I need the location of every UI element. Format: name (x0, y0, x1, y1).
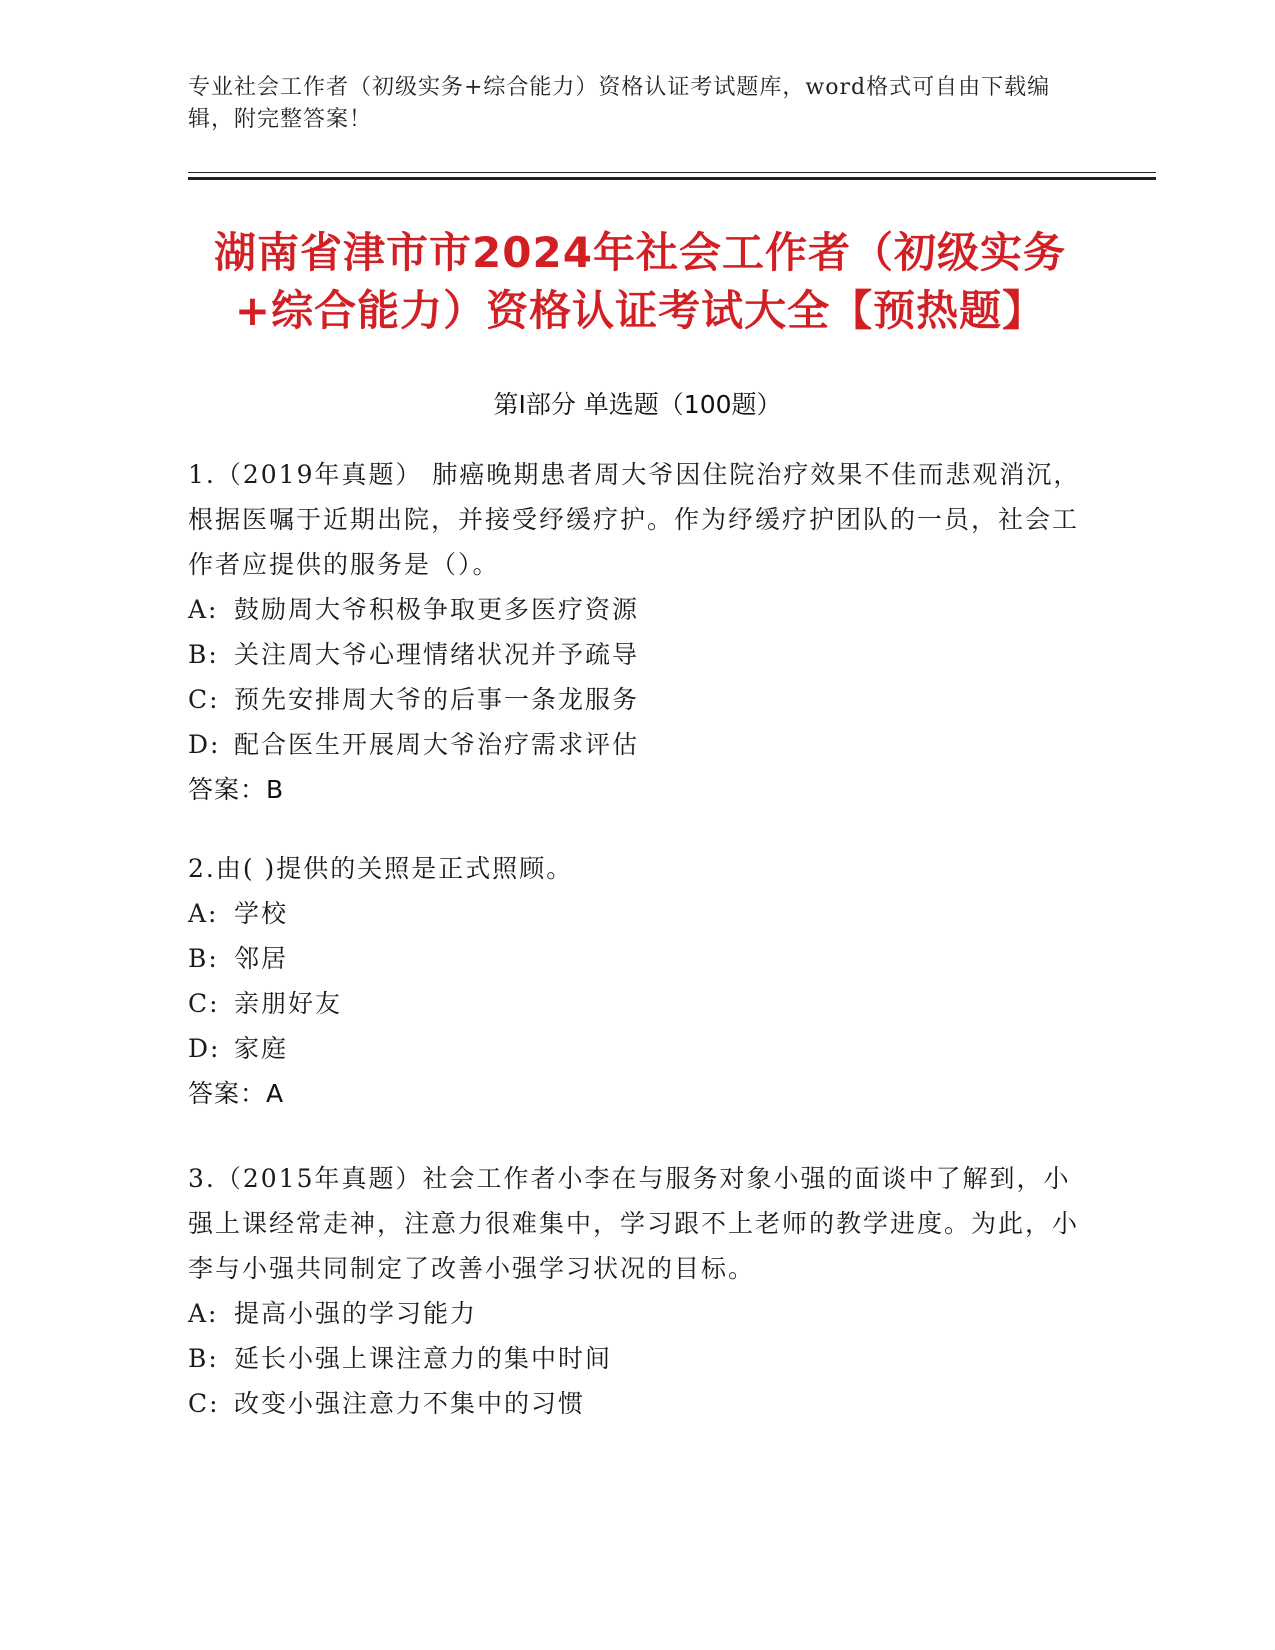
option-b (188, 1336, 1088, 1381)
option-text: 鼓励周大爷积极争取更多医疗资源 (234, 595, 640, 624)
option-key: D: (188, 1034, 221, 1063)
option-c (188, 677, 1088, 722)
question-stem: 2.由( )提供的关照是正式照顾。 (188, 854, 574, 883)
question-stem: 1.（2019年真题） 肺癌晚期患者周大爷因住院治疗效果不佳而悲观消沉，根据医嘱于近期出院，并接受纾缓疗护。作为纾缓疗护团队的一员，社会工作者应提供的服务是（）。 (188, 460, 1081, 579)
option-d (188, 1026, 1088, 1071)
option-key: C: (188, 685, 220, 714)
option-c (188, 1381, 1088, 1426)
option-text: 预先安排周大爷的后事一条龙服务 (234, 685, 640, 714)
option-key: B: (188, 944, 219, 973)
option-text: 家庭 (234, 1034, 289, 1063)
question-1 (188, 452, 1088, 812)
option-text: 邻居 (234, 944, 289, 973)
option-key: C: (188, 989, 220, 1018)
option-text: 关注周大爷心理情绪状况并予疏导 (234, 640, 640, 669)
header-note: 专业社会工作者（初级实务+综合能力）资格认证考试题库，word格式可自由下载编辑，附完整答案！ (188, 75, 1051, 132)
option-key: A: (188, 595, 219, 624)
option-key: B: (188, 640, 219, 669)
section-title: 第Ⅰ部分 单选题（100题） (493, 390, 782, 419)
answer-line: 答案：B (188, 775, 285, 804)
option-b (188, 936, 1088, 981)
header-divider-thin (188, 172, 1156, 173)
answer-line: 答案：A (188, 1079, 285, 1108)
option-text: 延长小强上课注意力的集中时间 (234, 1344, 613, 1373)
header-divider-thick (188, 177, 1156, 180)
option-c (188, 981, 1088, 1026)
question-2 (188, 846, 1088, 1116)
document-title: 湖南省津市市2024年社会工作者（初级实务+综合能力）资格认证考试大全【预热题】 (214, 228, 1066, 335)
option-a (188, 1291, 1088, 1336)
option-text: 配合医生开展周大爷治疗需求评估 (234, 730, 640, 759)
option-text: 改变小强注意力不集中的习惯 (234, 1389, 586, 1418)
option-b (188, 632, 1088, 677)
option-text: 亲朋好友 (234, 989, 343, 1018)
question-stem: 3.（2015年真题）社会工作者小李在与服务对象小强的面谈中了解到，小强上课经常走神，注意力很难集中，学习跟不上老师的教学进度。为此，小李与小强共同制定了改善小强学习状况的目标。 (188, 1164, 1080, 1283)
option-a (188, 891, 1088, 936)
option-text: 学校 (234, 899, 289, 928)
option-key: A: (188, 1299, 219, 1328)
option-key: A: (188, 899, 219, 928)
option-d (188, 722, 1088, 767)
option-key: C: (188, 1389, 220, 1418)
option-key: B: (188, 1344, 219, 1373)
option-key: D: (188, 730, 221, 759)
question-3 (188, 1156, 1088, 1426)
option-a (188, 587, 1088, 632)
option-text: 提高小强的学习能力 (234, 1299, 478, 1328)
